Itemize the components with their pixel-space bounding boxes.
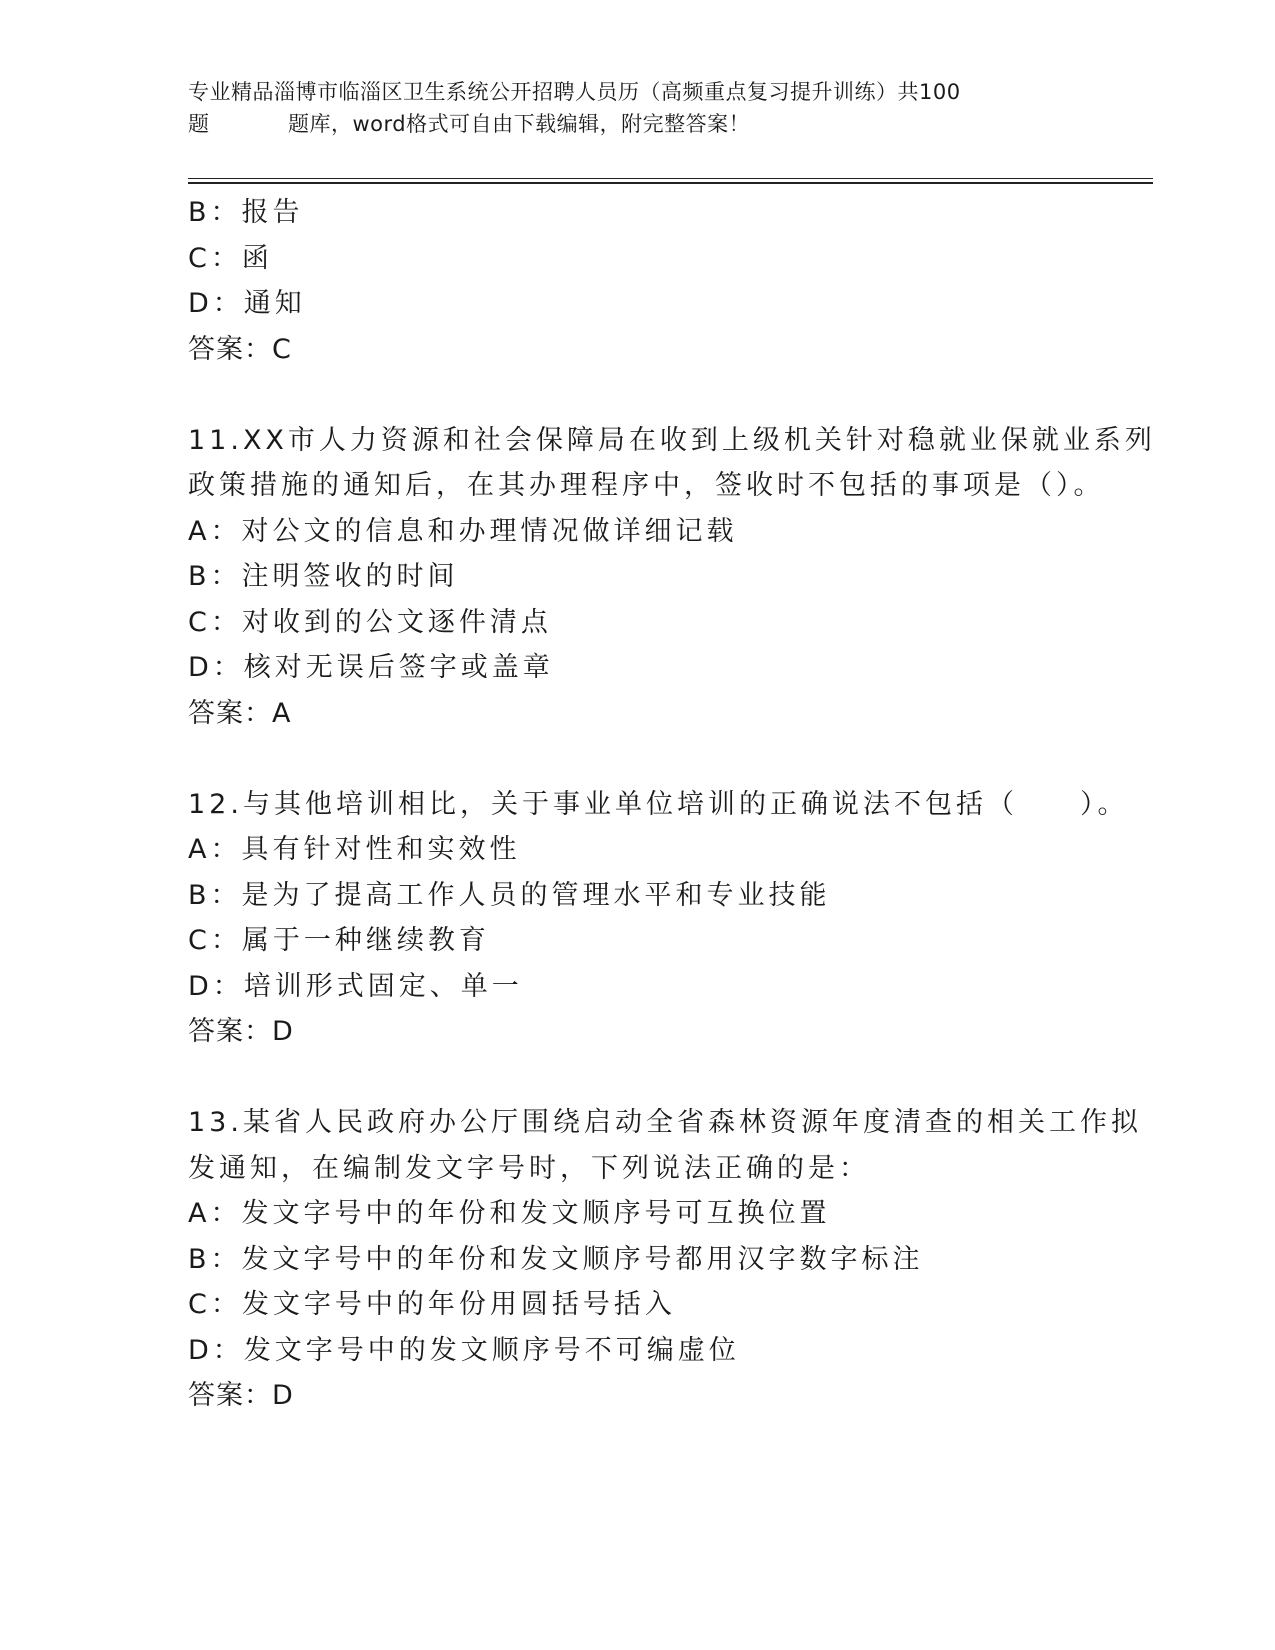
option-d: D：培训形式固定、单一	[188, 970, 523, 1002]
option-d: D：发文字号中的发文顺序号不可编虚位	[188, 1334, 740, 1366]
answer-line: 答案：D	[188, 1380, 294, 1411]
question-11	[188, 418, 1156, 737]
spacer	[188, 1055, 1138, 1101]
question-text: 政策措施的通知后，在其办理程序中，签收时不包括的事项是（）。	[188, 470, 1105, 501]
question-13	[188, 1100, 1142, 1419]
question-text: 13.某省人民政府办公厅围绕启动全省森林资源年度清查的相关工作拟	[188, 1107, 1142, 1138]
option-d: D：核对无误后签字或盖章	[188, 652, 554, 683]
option-a: A：发文字号中的年份和发文顺序号可互换位置	[188, 1198, 831, 1229]
answer-line: 答案：C	[188, 333, 292, 365]
question-12	[188, 782, 1138, 1055]
header-line-1: 专业精品淄博市临淄区卫生系统公开招聘人员历（高频重点复习提升训练）共100	[188, 80, 961, 104]
header-line-2-text: 题库，word格式可自由下载编辑，附完整答案！	[288, 112, 751, 136]
question-text: 发通知，在编制发文字号时，下列说法正确的是：	[188, 1152, 870, 1184]
spacer	[188, 736, 1138, 782]
answer-line: 答案：A	[188, 697, 292, 729]
header-line-2	[188, 108, 1088, 140]
option-b: B：注明签收的时间	[188, 561, 459, 592]
option-c: C：发文字号中的年份用圆括号括入	[188, 1289, 676, 1320]
option-a: A：具有针对性和实效性	[188, 834, 521, 865]
previous-question-tail	[188, 190, 1138, 372]
header-divider-thick	[188, 182, 1153, 184]
question-content	[188, 190, 1156, 1419]
spacer	[188, 372, 1138, 418]
option-b: B：是为了提高工作人员的管理水平和专业技能	[188, 879, 831, 911]
option-b: B：发文字号中的年份和发文顺序号都用汉字数字标注	[188, 1243, 924, 1275]
option-b: B：报告	[188, 197, 304, 228]
option-a: A：对公文的信息和办理情况做详细记载	[188, 515, 738, 547]
option-c: C：属于一种继续教育	[188, 925, 490, 956]
option-d: D：通知	[188, 288, 306, 319]
question-text: 11.XX市人力资源和社会保障局在收到上级机关针对稳就业保就业系列	[188, 424, 1156, 456]
answer-line: 答案：D	[188, 1016, 294, 1047]
header-line-2-lead: 题	[188, 112, 210, 136]
option-c: C：函	[188, 242, 273, 274]
page-header	[188, 76, 1088, 140]
header-divider-thin	[188, 178, 1153, 179]
question-text: 12.与其他培训相比，关于事业单位培训的正确说法不包括（ ）。	[188, 788, 1129, 820]
option-c: C：对收到的公文逐件清点	[188, 606, 552, 638]
